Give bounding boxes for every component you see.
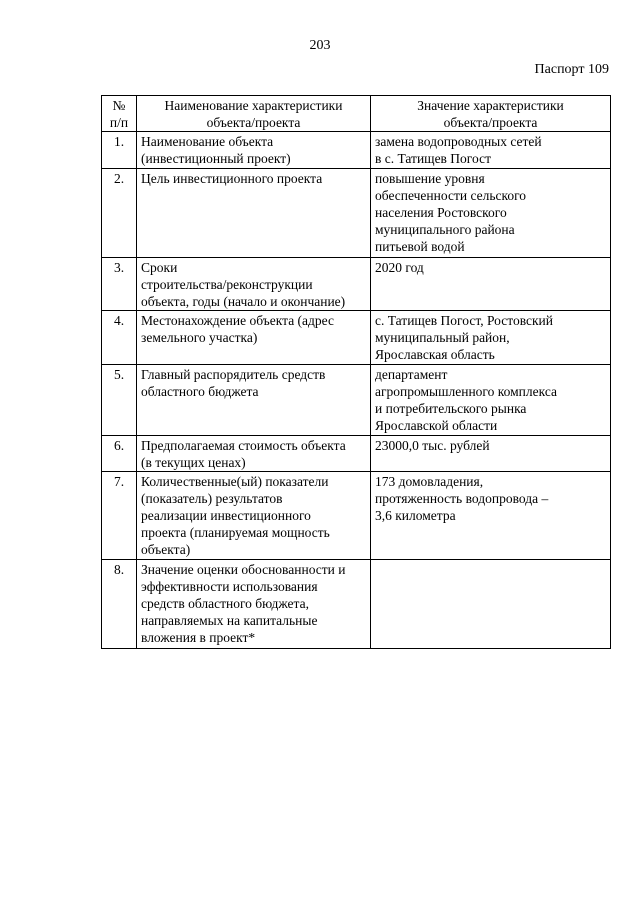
- table-row: [102, 436, 611, 472]
- row-value: 173 домовладения, протяженность водопровода – 3,6 километра: [371, 472, 611, 560]
- row-value: с. Татищев Погост, Ростовский муниципальный район, Ярославская область: [371, 311, 611, 365]
- table-row: [102, 560, 611, 649]
- row-name: Цель инвестиционного проекта: [137, 169, 371, 258]
- row-value: 23000,0 тыс. рублей: [371, 436, 611, 472]
- row-num: 6.: [102, 436, 137, 472]
- table-row: [102, 258, 611, 311]
- header-value: Значение характеристики объекта/проекта: [371, 96, 611, 132]
- row-num: 7.: [102, 472, 137, 560]
- passport-table: [101, 95, 611, 649]
- row-name: Предполагаемая стоимость объекта (в текущих ценах): [137, 436, 371, 472]
- table-row: [102, 311, 611, 365]
- row-value: 2020 год: [371, 258, 611, 311]
- header-name: Наименование характеристики объекта/проекта: [137, 96, 371, 132]
- row-value: департамент агропромышленного комплекса и потребительского рынка Ярославской области: [371, 365, 611, 436]
- row-name: Наименование объекта (инвестиционный проект): [137, 132, 371, 169]
- row-value: повышение уровня обеспеченности сельского населения Ростовского муниципального района питьевой водой: [371, 169, 611, 258]
- row-value: [371, 560, 611, 649]
- row-num: 3.: [102, 258, 137, 311]
- row-name: Количественные(ый) показатели (показатель) результатов реализации инвестиционного проекта (планируемая мощность объекта): [137, 472, 371, 560]
- row-num: 4.: [102, 311, 137, 365]
- table-row: [102, 365, 611, 436]
- row-num: 5.: [102, 365, 137, 436]
- row-num: 2.: [102, 169, 137, 258]
- row-name: Значение оценки обоснованности и эффективности использования средств областного бюджета, направляемых на капитальные вложения в проект*: [137, 560, 371, 649]
- row-name: Местонахождение объекта (адрес земельного участка): [137, 311, 371, 365]
- table-row: [102, 169, 611, 258]
- table-header-row: [102, 96, 611, 132]
- table-row: [102, 472, 611, 560]
- passport-label: Паспорт 109: [534, 62, 609, 77]
- table-row: [102, 132, 611, 169]
- row-num: 1.: [102, 132, 137, 169]
- row-value: замена водопроводных сетей в с. Татищев Погост: [371, 132, 611, 169]
- header-num: № п/п: [102, 96, 137, 132]
- page-number: 203: [309, 38, 331, 53]
- row-name: Главный распорядитель средств областного бюджета: [137, 365, 371, 436]
- row-name: Сроки строительства/реконструкции объекта, годы (начало и окончание): [137, 258, 371, 311]
- row-num: 8.: [102, 560, 137, 649]
